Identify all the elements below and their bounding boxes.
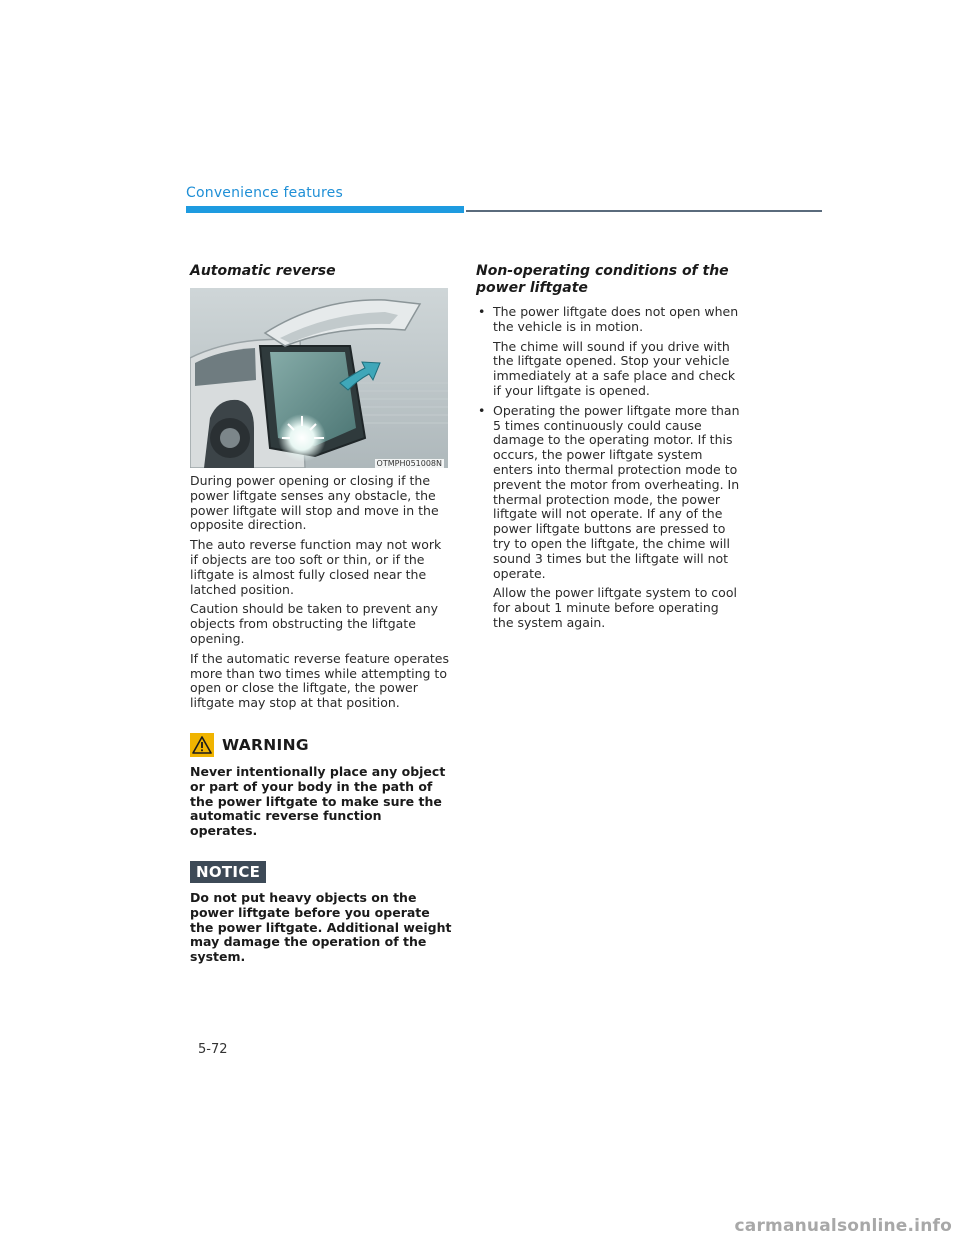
paragraph: Operating the power liftgate more than 5 times continuously could cause damage to the operating motor. If this occurs, the power liftgate system enters into thermal protection mode to prevent the motor from overheating. In thermal protection mode, the power liftgate will not operate. If any of the power liftgate buttons are pressed to try to open the liftgate, the chime will sound 3 times but the liftgate will not operate.: [493, 402, 740, 581]
warning-label: WARNING: [222, 735, 309, 754]
paragraph: The chime will sound if you drive with the liftgate opened. Stop your vehicle immediately at a safe place and check if your liftgate is opened.: [493, 338, 736, 398]
paragraph: Caution should be taken to prevent any objects from obstructing the liftgate opening.: [190, 601, 439, 646]
bullet-list: [476, 305, 741, 631]
section-title-non-operating: Non-operating conditions of the power liftgate: [476, 263, 729, 296]
section-title-automatic-reverse: Automatic reverse: [190, 263, 336, 279]
footer-brand-link[interactable]: carmanualsonline.info: [734, 1216, 952, 1236]
bullet-dot-icon: •: [478, 402, 486, 418]
figure-code: OTMPH051008N: [376, 459, 442, 468]
paragraph: The auto reverse function may not work if objects are too soft or thin, or if the liftgate is almost fully closed near the latched position.: [190, 537, 442, 597]
page-number: 5-72: [198, 1042, 228, 1057]
paragraph: During power opening or closing if the power liftgate senses any obstacle, the power liftgate will stop and move in the opposite direction.: [190, 473, 439, 533]
right-column: [476, 263, 741, 636]
header-bar-gray: [466, 210, 822, 212]
paragraph: If the automatic reverse feature operates more than two times while attempting to open or close the liftgate, the power liftgate may stop at that position.: [190, 650, 449, 711]
list-item: [476, 404, 741, 631]
notice-text: Do not put heavy objects on the power liftgate before you operate the power liftgate. Additional weight may damage the operation of the system.: [190, 889, 452, 965]
liftgate-illustration: [190, 288, 448, 468]
warning-text: Never intentionally place any object or part of your body in the path of the power liftgate to make sure the automatic reverse function operates.: [190, 763, 446, 839]
header-bar-blue: [186, 206, 464, 213]
paragraph: Allow the power liftgate system to cool for about 1 minute before operating the system again.: [493, 585, 737, 630]
header-title: Convenience features: [186, 185, 343, 201]
warning-triangle-icon: [190, 733, 214, 757]
notice-badge: NOTICE: [190, 861, 266, 883]
paragraph: The power liftgate does not open when the vehicle is in motion.: [493, 304, 739, 334]
list-item: [476, 305, 741, 399]
left-column: [190, 263, 452, 965]
bullet-dot-icon: •: [478, 304, 486, 319]
warning-header: [190, 733, 452, 757]
liftgate-figure: [190, 288, 448, 468]
